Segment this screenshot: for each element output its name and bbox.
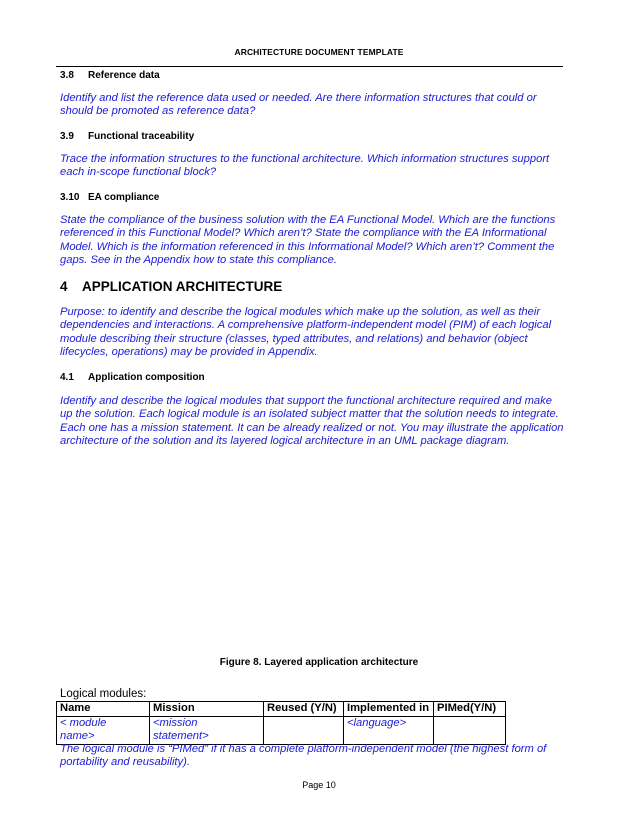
chapter-4-heading — [60, 279, 282, 294]
figure-caption: Figure 8. Layered application architecture — [219, 657, 419, 668]
table-note — [60, 743, 580, 770]
guidance-line: architecture of the solution and its layered logical architecture in an UML package diagram. — [60, 434, 510, 447]
guidance-line: Identify and list the reference data used or needed. Are there information structures that could or — [60, 92, 537, 104]
chapter-title: APPLICATION ARCHITECTURE — [82, 279, 283, 294]
section-4-1-guidance — [60, 395, 580, 448]
chapter-4-guidance — [60, 306, 580, 359]
section-number: 4.1 — [60, 372, 74, 383]
guidance-line: The logical module is “PIMed” if it has a complete platform-independent model (the highest form of — [60, 743, 547, 755]
guidance-line: Model. Which is the information referenced in this Informational Model? Which aren’t? Comment the — [60, 240, 555, 253]
section-3-10-heading — [60, 192, 159, 203]
table-cell: < module name> — [57, 716, 150, 744]
header-rule — [56, 66, 563, 67]
guidance-line: module describing their structure (classes, typed attributes, and relations) and behavior (object — [60, 332, 528, 345]
section-3-8-guidance — [60, 92, 580, 119]
section-4-1-heading — [60, 372, 205, 383]
guidance-line: referenced in this Functional Model? Which aren’t? State the compliance with the EA Informational — [60, 227, 547, 240]
page-number: Page 10 — [302, 780, 336, 790]
section-number: 3.10 — [60, 192, 80, 203]
guidance-line: up the solution. Each logical module is an isolated subject matter that the solution needs to integrate. — [60, 408, 559, 421]
guidance-line: Identify and describe the logical modules that support the functional architecture required and make — [60, 395, 552, 407]
guidance-line: dependencies and interactions. A comprehensive platform-independent model (PIM) of each logical — [60, 319, 552, 332]
guidance-line: Trace the information structures to the functional architecture. Which information structures support — [60, 153, 550, 165]
table-cell: <mission statement> — [150, 716, 264, 744]
column-header: Mission — [150, 702, 264, 717]
section-3-9-heading — [60, 131, 194, 142]
guidance-line: should be promoted as reference data? — [60, 105, 256, 118]
section-3-9-guidance — [60, 153, 580, 180]
table-cell: <language> — [344, 716, 434, 744]
column-header: PIMed(Y/N) — [434, 702, 506, 717]
guidance-line: portability and reusability). — [60, 756, 190, 769]
guidance-line: gaps. See in the Appendix how to state this compliance. — [60, 253, 337, 266]
table-label: Logical modules: — [60, 688, 147, 700]
guidance-line: Purpose: to identify and describe the logical modules which make up the solution, as well as their — [60, 306, 541, 318]
guidance-line: State the compliance of the business solution with the EA Functional Model. Which are the functions — [60, 214, 556, 226]
section-3-8-heading — [60, 70, 160, 81]
chapter-number: 4 — [60, 279, 68, 294]
section-number: 3.8 — [60, 70, 74, 81]
table-header-row — [57, 702, 506, 717]
column-header: Name — [57, 702, 150, 717]
page-header: ARCHITECTURE DOCUMENT TEMPLATE — [234, 47, 404, 57]
table-row — [57, 716, 506, 744]
column-header: Implemented in — [344, 702, 434, 717]
section-title: Application composition — [88, 372, 205, 383]
guidance-line: each in-scope functional block? — [60, 166, 217, 179]
section-title: Reference data — [88, 70, 160, 81]
logical-modules-table — [56, 701, 506, 745]
column-header: Reused (Y/N) — [264, 702, 344, 717]
guidance-line: Each one has a mission statement. It can be already realized or not. You may illustrate the application — [60, 421, 564, 434]
section-title: EA compliance — [88, 192, 160, 203]
table-cell — [434, 716, 506, 744]
guidance-line: lifecycles, operations) may be provided in Appendix. — [60, 345, 318, 358]
section-title: Functional traceability — [88, 131, 195, 142]
table-cell — [264, 716, 344, 744]
section-3-10-guidance — [60, 214, 580, 267]
section-number: 3.9 — [60, 131, 74, 142]
